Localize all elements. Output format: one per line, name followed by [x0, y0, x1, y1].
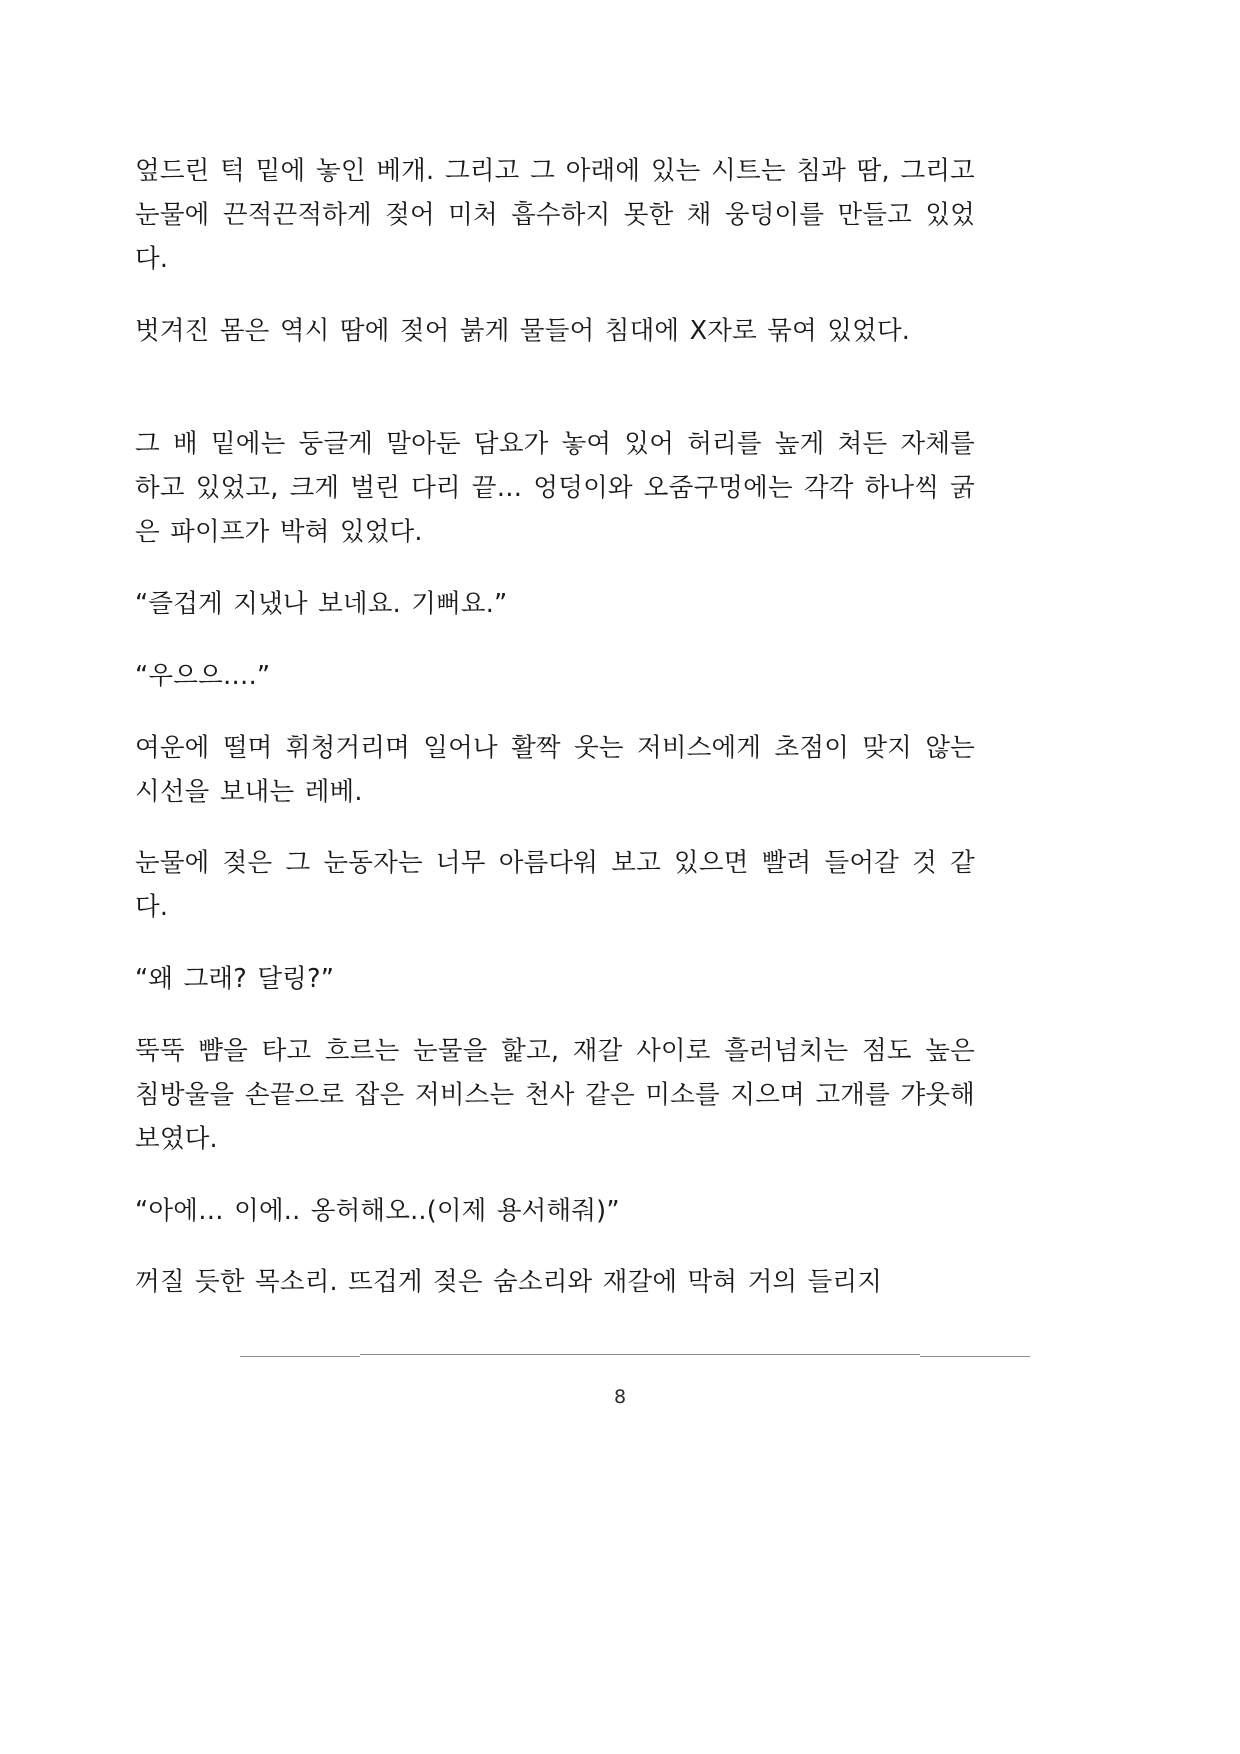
paragraph: 꺼질 듯한 목소리. 뜨겁게 젖은 숨소리와 재갈에 막혀 거의 들리지: [135, 1267, 883, 1298]
paragraph: 그 배 밑에는 둥글게 말아둔 담요가 놓여 있어 허리를 높게 쳐든 자체를 하고 있었고, 크게 벌린 다리 끝… 엉덩이와 오줌구멍에는 각각 하나씩 굵은 파이프가 박혀 있었다.: [135, 429, 975, 548]
dialogue-line: “아에… 이에.. 옹허해오..(이제 용서해줘)”: [135, 1195, 620, 1226]
footer-divider-segment-right: [920, 1356, 1030, 1357]
paragraph: 눈물에 젖은 그 눈동자는 너무 아름다워 보고 있으면 빨려 들어갈 것 같다.: [135, 848, 975, 923]
paragraph: 뚝뚝 뺨을 타고 흐르는 눈물을 핥고, 재갈 사이로 흘러넘치는 점도 높은 침방울을 손끝으로 잡은 저비스는 천사 같은 미소를 지으며 고개를 갸웃해 보였다.: [135, 1036, 975, 1154]
dialogue-line: “즐겁게 지냈나 보네요. 기뻐요.”: [135, 589, 508, 620]
paragraph: 엎드린 턱 밑에 놓인 베개. 그리고 그 아래에 있는 시트는 침과 땀, 그리고 눈물에 끈적끈적하게 젖어 미처 흡수하지 못한 채 웅덩이를 만들고 있었다.: [135, 156, 975, 274]
dialogue-line: “왜 그래? 달링?”: [135, 964, 335, 995]
paragraph: 여운에 떨며 휘청거리며 일어나 활짝 웃는 저비스에게 초점이 맞지 않는 시선을 보내는 레베.: [135, 732, 975, 807]
footer-divider-segment-left: [240, 1356, 360, 1357]
footer-divider-segment-center: [360, 1354, 920, 1355]
paragraph-spacer: [135, 381, 975, 423]
page-number: 8: [613, 1386, 627, 1408]
dialogue-line: “우으으….”: [135, 660, 271, 691]
page-body-text: [135, 150, 975, 1333]
paragraph: 벗겨진 몸은 역시 땀에 젖어 붉게 물들어 침대에 X자로 묶여 있었다.: [135, 315, 911, 346]
page-footer: [0, 1350, 1240, 1408]
footer-divider: [220, 1350, 1020, 1364]
